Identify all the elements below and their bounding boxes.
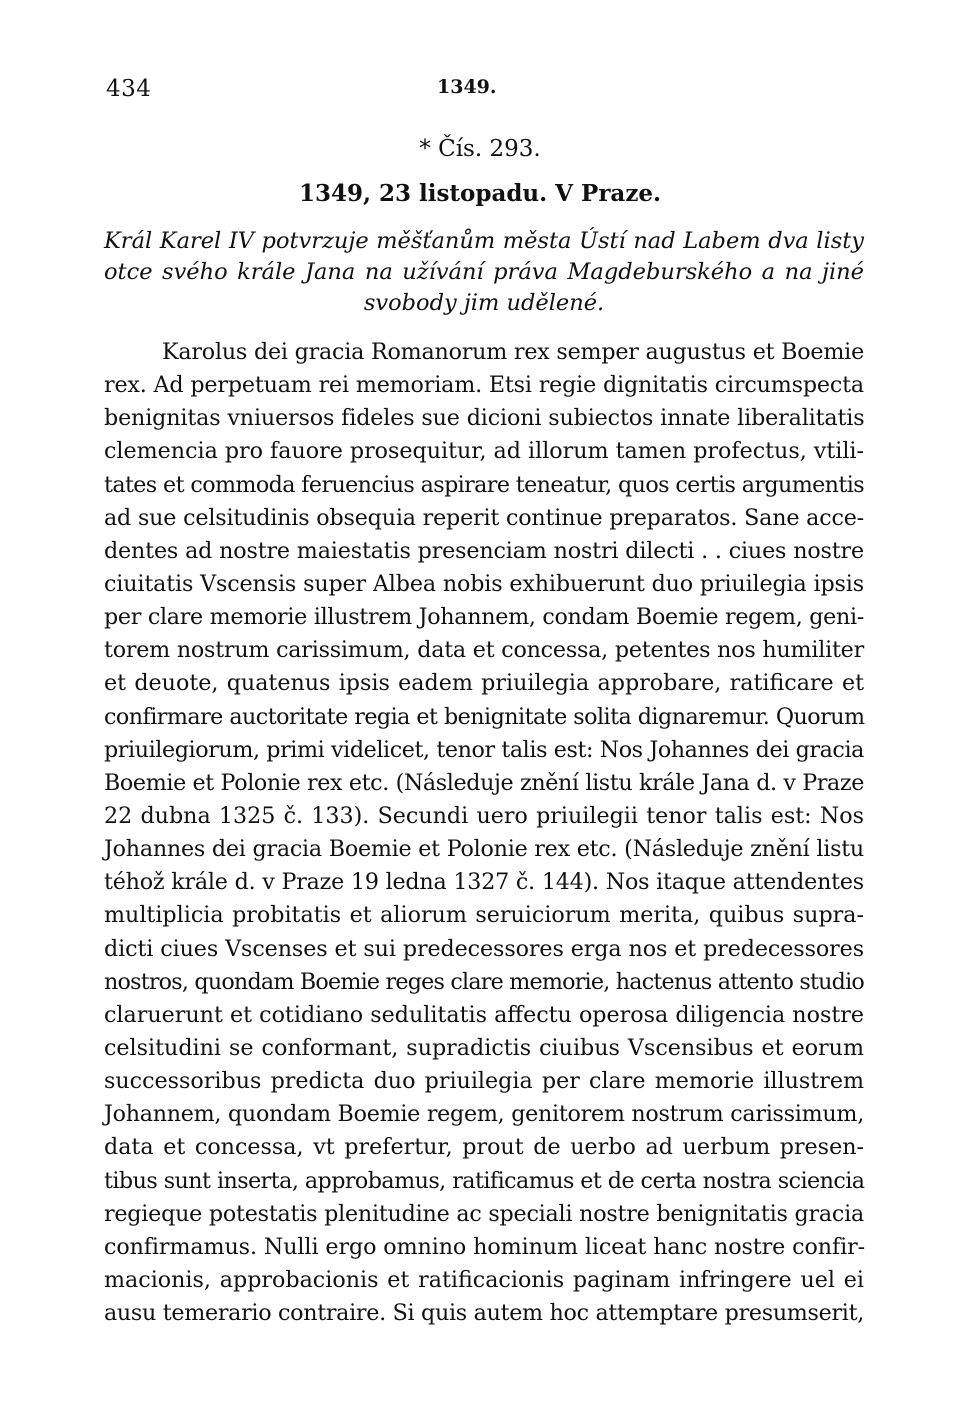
text-line: priuilegiorum, primi videlicet, tenor talis est: Nos Johannes dei gracia: [104, 736, 864, 763]
text-line: Boemie et Polonie rex etc. (Následuje znění listu krále Jana d. v Praze: [104, 769, 864, 796]
text-line: Johannes dei gracia Boemie et Polonie rex etc. (Následuje znění listu: [104, 836, 864, 863]
text-line: téhož krále d. v Praze 19 ledna 1327 č. 144). Nos itaque attendentes: [104, 869, 864, 896]
regest-line: otce svého krále Jana na užívání práva Magdeburského a na jiné: [104, 259, 864, 285]
text-line: successoribus predicta duo priuilegia per clare memorie illustrem: [104, 1068, 864, 1095]
text-line: tibus sunt inserta, approbamus, ratificamus et de certa nostra sciencia: [104, 1167, 865, 1194]
text-line: ausu temerario contraire. Si quis autem hoc attemptare presumserit,: [104, 1300, 864, 1327]
charter-text: [104, 336, 864, 1330]
text-line: multiplicia probitatis et aliorum seruiciorum merita, quibus supra-: [104, 902, 864, 929]
text-line: confirmamus. Nulli ergo omnino hominum liceat hanc nostre confir-: [104, 1233, 866, 1260]
text-line: benignitas vniuersos fideles sue dicioni subiectos innate liberalitatis: [104, 405, 865, 432]
text-line: et deuote, quatenus ipsis eadem priuilegia approbare, ratificare et: [104, 670, 864, 697]
regest-line: svobody jim udělené.: [363, 290, 605, 316]
text-line: nostros, quondam Boemie reges clare memorie, hactenus attento studio: [104, 968, 864, 995]
text-line: ad sue celsitudinis obsequia reperit continue preparatos. Sane acce-: [104, 504, 864, 531]
document-dateline: 1349, 23 listopadu. V Praze.: [298, 180, 662, 207]
text-line: celsitudini se conformant, supradictis ciuibus Vscensibus et eorum: [104, 1034, 864, 1061]
text-line: dicti ciues Vscenses et sui predecessores erga nos et predecessores: [104, 935, 864, 962]
document-number: * Čís. 293.: [419, 136, 541, 162]
text-line: per clare memorie illustrem Johannem, condam Boemie regem, geni-: [104, 604, 864, 631]
regest-line: Král Karel IV potvrzuje měšťanům města Ústí nad Labem dva listy: [104, 228, 864, 254]
text-line: rex. Ad perpetuam rei memoriam. Etsi regie dignitatis circumspecta: [104, 372, 864, 399]
text-line: Karolus dei gracia Romanorum rex semper augustus et Boemie: [162, 339, 864, 365]
text-line: clemencia pro fauore prosequitur, ad illorum tamen profectus, vtili-: [104, 438, 864, 465]
text-line: data et concessa, vt prefertur, prout de uerbo ad uerbum presen-: [104, 1134, 864, 1161]
text-line: 22 dubna 1325 č. 133). Secundi uero priuilegii tenor talis est: Nos: [104, 802, 864, 829]
text-line: dentes ad nostre maiestatis presenciam nostri dilecti . . ciues nostre: [104, 537, 864, 564]
text-line: ciuitatis Vscensis super Albea nobis exhibuerunt duo priuilegia ipsis: [104, 570, 864, 597]
text-line: claruerunt et cotidiano sedulitatis affectu operosa diligencia nostre: [104, 1001, 864, 1028]
page-number: 434: [106, 76, 152, 102]
running-head-year: 1349.: [437, 76, 497, 98]
regest-summary: [104, 226, 864, 319]
text-line: tates et commoda feruencius aspirare teneatur, quos certis argumentis: [104, 471, 864, 498]
text-line: confirmare auctoritate regia et benignitate solita dignaremur. Quorum: [104, 703, 865, 730]
text-line: macionis, approbacionis et ratificacionis paginam infringere uel ei: [104, 1266, 864, 1293]
text-line: Johannem, quondam Boemie regem, genitorem nostrum carissimum,: [104, 1101, 864, 1128]
text-line: torem nostrum carissimum, data et concessa, petentes nos humiliter: [104, 637, 864, 664]
text-line: regieque potestatis plenitudine ac speciali nostre benignitatis gracia: [104, 1200, 864, 1227]
